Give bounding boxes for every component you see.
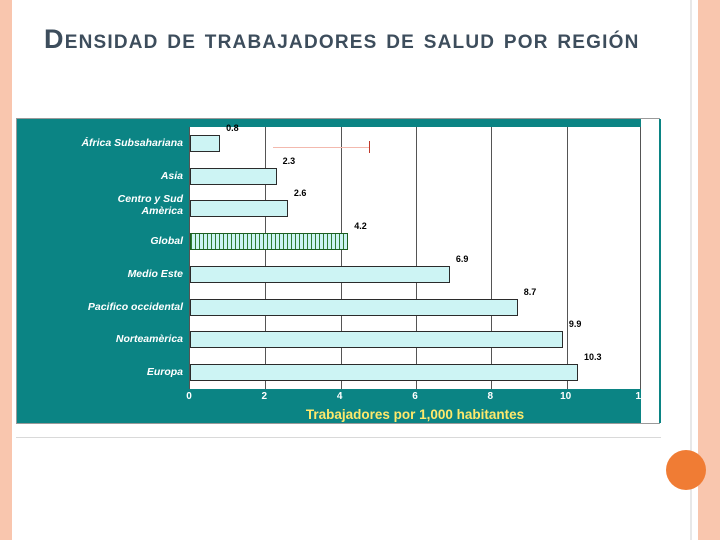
x-tick-label: 6	[412, 391, 418, 402]
bar	[190, 266, 450, 283]
x-tick-label: 12	[635, 391, 647, 402]
gridline	[416, 127, 417, 389]
category-label: Centro y Sud Amèrica	[117, 193, 183, 218]
bottom-divider	[16, 437, 661, 438]
category-label: Europa	[146, 366, 183, 379]
category-label: Pacifico occidental	[87, 300, 183, 313]
plot-inner	[189, 122, 641, 389]
chart-container	[16, 118, 660, 424]
category-label: África Subsahariana	[81, 136, 183, 149]
gridline	[265, 127, 266, 389]
category-label: Asia	[160, 169, 183, 182]
gridline	[341, 127, 342, 389]
bar-value-label: 8.7	[523, 286, 537, 297]
bar	[190, 168, 277, 185]
x-tick-label: 8	[487, 391, 494, 402]
bar-value-label: 4.2	[354, 221, 367, 232]
x-tick-label: 10	[560, 391, 572, 402]
category-label: Medio Este	[127, 267, 183, 280]
bar	[190, 299, 518, 316]
bar-value-label: 0.8	[226, 122, 239, 133]
stray-line	[273, 147, 369, 148]
plot-area	[189, 122, 641, 501]
x-tick-label: 4	[336, 391, 343, 402]
bar-value-label: 10.3	[583, 352, 602, 363]
x-axis-title: Trabajadores por 1,000 habitantes	[305, 407, 525, 422]
stray-marker	[369, 141, 370, 153]
bar	[190, 331, 563, 348]
bar-value-label: 6.9	[455, 253, 469, 264]
page-title: Densidad de trabajadores de salud por región	[44, 24, 640, 54]
left-decorative-bar	[0, 0, 12, 540]
category-label: Norteamèrica	[115, 333, 183, 346]
bar	[190, 233, 348, 250]
x-tick-label: 0	[186, 391, 192, 402]
category-label: Global	[150, 235, 183, 248]
bar	[190, 364, 578, 381]
x-axis-tick-labels	[186, 391, 647, 407]
chart-right-margin	[641, 119, 659, 423]
gridline	[567, 127, 568, 389]
x-tick-label: 2	[261, 391, 268, 402]
bar	[190, 200, 288, 217]
bar-value-label: 2.6	[293, 188, 307, 199]
gridline	[491, 127, 492, 389]
bar-value-label: 2.3	[282, 155, 296, 166]
bar	[190, 135, 220, 152]
category-axis-labels	[31, 127, 183, 389]
decorative-circle	[666, 450, 706, 490]
bar-value-label: 9.9	[568, 319, 582, 330]
